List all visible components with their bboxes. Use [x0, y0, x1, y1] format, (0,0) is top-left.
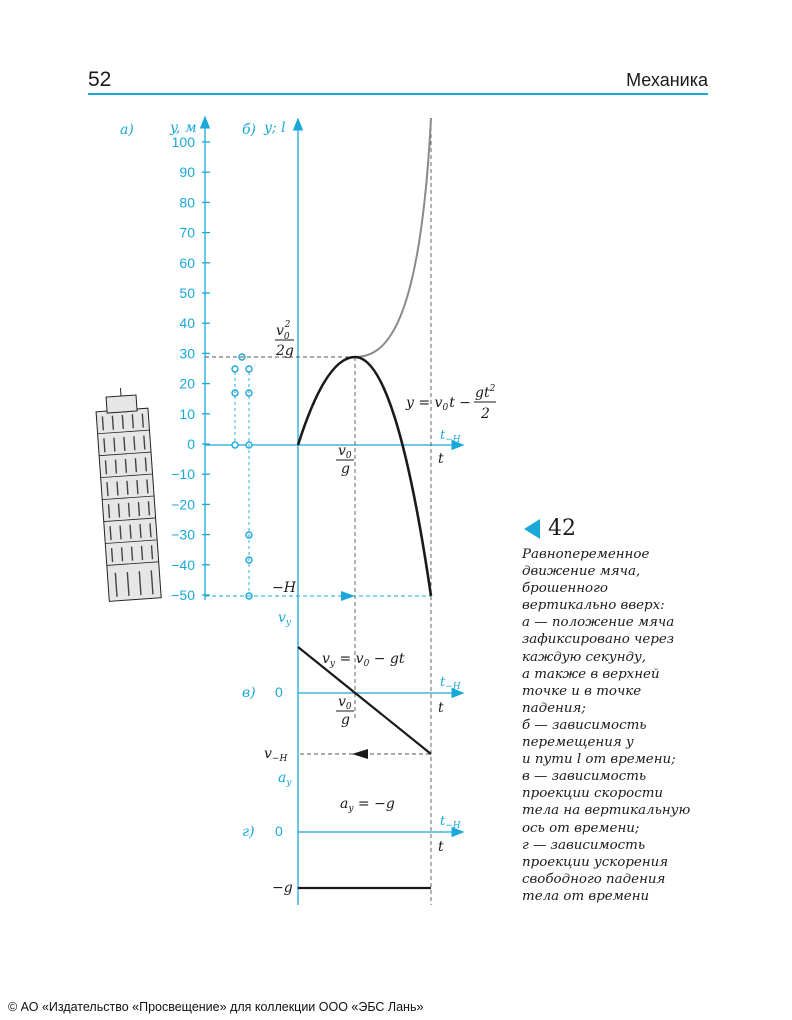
caption-line: а — положение мяча [522, 615, 675, 631]
y-ticks [171, 134, 210, 603]
figure-caption [522, 546, 722, 905]
svg-text:v0: $v_0$ [338, 694, 352, 712]
caption-line: зафиксировано через [522, 632, 675, 648]
copyright-footer: © АО «Издательство «Просвещение» для коллекции ООО «ЭБС Лань» [8, 1000, 424, 1014]
y-tick-label: −20 [171, 496, 195, 513]
svg-text:v0: $v_0$ [338, 443, 352, 461]
y-tick-label: −50 [171, 587, 195, 603]
caption-line: проекции ускорения [522, 854, 669, 870]
t-label-v: t [438, 700, 444, 716]
caption-line: каждую секунду, [522, 649, 647, 665]
panel-label-a: а) [120, 122, 134, 138]
path-length-curve [355, 118, 431, 357]
caption-line: падения; [522, 700, 586, 716]
figure-number [524, 516, 576, 541]
figure-number-text: 42 [548, 516, 576, 541]
svg-text:2: 2 [481, 406, 490, 422]
caption-line: в — зависимость [522, 769, 647, 785]
caption-line: г — зависимость [522, 837, 646, 853]
y-tick-label: 30 [179, 345, 195, 362]
svg-text:v02: $v_02$ [276, 320, 291, 342]
y-tick-label: 20 [179, 375, 195, 392]
svg-text:gt2: $gt^2$ [475, 384, 496, 401]
fall-guide [205, 591, 430, 601]
caption-line: брошенного [522, 581, 608, 597]
axis-b-label: y; l [264, 120, 286, 136]
page-number: 52 [88, 68, 112, 91]
ay-axis-label: $a_y$ [278, 770, 292, 788]
caption-line: и пути l от времени; [522, 752, 676, 768]
frac-time-peak-b [336, 443, 354, 477]
y-tick-label: 80 [179, 194, 195, 211]
ay-formula: $a_y = -g$ [340, 796, 395, 814]
caption-line: движение мяча, [522, 564, 641, 580]
y-tick-label: −30 [171, 526, 195, 543]
v-minus-h-label: $v_{-H}$ [264, 746, 288, 764]
caption-line: тела от времени [522, 888, 650, 904]
vy-formula: $v_y = v_0$ − gt [322, 651, 405, 669]
dashed-guides [205, 120, 431, 905]
caption-line: Равнопеременное [522, 547, 650, 562]
svg-text:g: g [341, 461, 350, 477]
y-tick-label: 0 [187, 436, 195, 452]
y-tick-label: 50 [179, 285, 195, 301]
caption-line: а также в верхней [522, 666, 660, 682]
minus-h-label: −H [272, 580, 296, 596]
caption-line: свободного падения [522, 871, 666, 887]
figure-marker-icon [524, 519, 540, 539]
t-label-g: t [438, 839, 444, 855]
caption-line: вертикально вверх: [522, 598, 665, 614]
y-tick-label: −40 [171, 556, 195, 573]
svg-text:y = v0t −: $y = v_0t$ − [406, 395, 471, 413]
vy-axis-label: $v_y$ [278, 610, 292, 628]
formula-y [405, 384, 496, 422]
panel-label-b: б) [242, 122, 257, 138]
y-tick-label: 90 [179, 164, 195, 181]
t-h-label-v: $t_{-H}$ [440, 675, 461, 692]
leaning-tower-image [95, 386, 162, 601]
panel-label-g: г) [242, 824, 255, 840]
caption-line: ось от времени; [522, 820, 640, 836]
zero-label-g: 0 [275, 823, 283, 839]
caption-line: точке и в точке [522, 683, 642, 699]
y-tick-label: 60 [179, 254, 195, 271]
caption-line: тела на вертикальную [522, 803, 691, 819]
caption-line: б — зависимость [522, 717, 647, 733]
frac-time-peak-v [336, 694, 354, 728]
displacement-curve [298, 357, 431, 596]
svg-text:g: g [341, 712, 350, 728]
axis-a-label: y, м [170, 120, 197, 136]
y-tick-label: 40 [179, 315, 195, 332]
t-label-b: t [438, 451, 444, 467]
caption-line: проекции скорости [522, 786, 664, 802]
section-title: Механика [626, 70, 708, 90]
y-tick-label: 70 [179, 224, 195, 241]
frac-max-height [275, 320, 294, 359]
zero-label-v: 0 [275, 684, 283, 700]
svg-text:2g: 2g [276, 343, 294, 359]
v-minus-h-arrow [352, 749, 368, 759]
t-h-label-g: $t_{-H}$ [440, 814, 461, 831]
y-tick-label: −10 [171, 466, 195, 483]
minus-g-label: −g [272, 880, 293, 896]
t-h-label-b: $t_{-H}$ [440, 428, 461, 445]
y-tick-label: 10 [179, 405, 195, 422]
caption-line: перемещения y [522, 735, 634, 751]
panel-label-v: в) [242, 685, 256, 701]
y-tick-label: 100 [171, 134, 195, 150]
